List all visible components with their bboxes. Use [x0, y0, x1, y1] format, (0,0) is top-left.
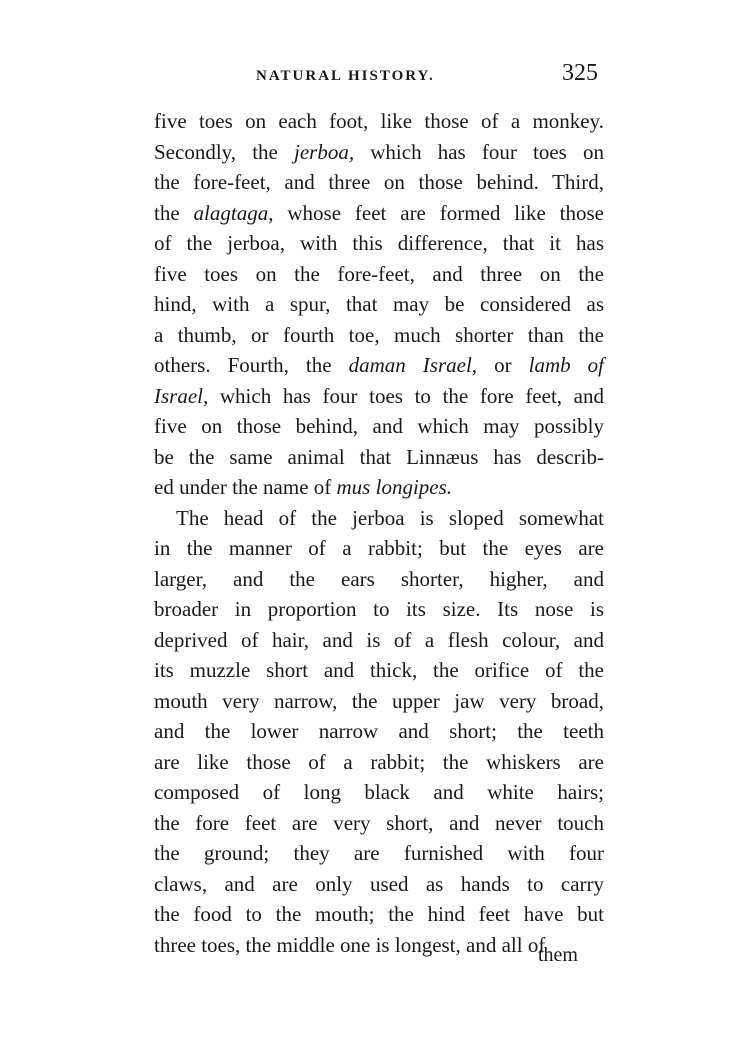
- text-line: [154, 533, 604, 564]
- text-line: [154, 411, 604, 442]
- text-run: ed under the name of: [154, 475, 337, 499]
- text-line: [154, 777, 604, 808]
- text-run: larger, and the ears shorter, higher, and: [154, 566, 604, 591]
- italic-text: Israel,: [154, 383, 209, 408]
- text-run: of the jerboa, with this difference, that it has: [154, 231, 604, 255]
- catchword: them: [538, 944, 578, 966]
- text-run: whose feet are formed like those: [273, 200, 604, 225]
- text-run: and the lower narrow and short; the teeth: [154, 719, 604, 743]
- text-line: [154, 686, 604, 717]
- text-run: claws, and are only used as hands to carry: [154, 871, 604, 896]
- text-line: [154, 259, 604, 290]
- text-line: [154, 350, 604, 381]
- text-line: [154, 381, 604, 412]
- italic-text: jerboa,: [294, 139, 355, 164]
- text-run: composed of long black and white hairs;: [154, 780, 604, 804]
- text-run: five toes on each foot, like those of a monkey.: [154, 109, 604, 133]
- text-line: [154, 289, 604, 320]
- text-line: [154, 198, 604, 229]
- text-run: in the manner of a rabbit; but the eyes are: [154, 536, 604, 560]
- text-line: [154, 625, 604, 656]
- text-run: its muzzle short and thick, the orifice of the: [154, 658, 604, 682]
- text-line: [154, 137, 604, 168]
- text-run: a thumb, or fourth toe, much shorter than the: [154, 322, 604, 347]
- text-run: the: [154, 200, 194, 225]
- text-line: [154, 869, 604, 900]
- text-line: [154, 930, 604, 961]
- text-run: mouth very narrow, the upper jaw very broad,: [154, 688, 604, 713]
- text-line: [154, 106, 604, 137]
- text-run: are like those of a rabbit; the whiskers are: [154, 749, 604, 774]
- paragraph: [154, 106, 604, 503]
- text-line: [154, 716, 604, 747]
- text-line: [154, 808, 604, 839]
- text-run: or: [477, 353, 529, 377]
- text-run: five on those behind, and which may possibly: [154, 414, 604, 438]
- text-run: three toes, the middle one is longest, and all of: [154, 932, 546, 957]
- paragraph: [154, 503, 604, 961]
- text-line: [154, 838, 604, 869]
- running-title: NATURAL HISTORY.: [256, 68, 435, 84]
- text-line: [154, 503, 604, 534]
- body-text: [154, 106, 604, 960]
- text-line: [154, 442, 604, 473]
- page-header: [0, 60, 750, 94]
- italic-text: mus longipes.: [336, 475, 453, 499]
- text-line: [154, 564, 604, 595]
- text-run: which has four toes on: [354, 139, 604, 164]
- text-run: be the same animal that Linnæus has describ-: [154, 444, 604, 469]
- text-run: the fore-feet, and three on those behind. Third,: [154, 170, 604, 194]
- text-line: [154, 594, 604, 625]
- text-line: [154, 655, 604, 686]
- text-line: [154, 167, 604, 198]
- text-run: which has four toes to the fore feet, and: [208, 383, 604, 408]
- text-run: the food to the mouth; the hind feet have but: [154, 902, 604, 926]
- text-run: deprived of hair, and is of a flesh colour, and: [154, 627, 604, 652]
- text-run: hind, with a spur, that may be considered as: [154, 292, 604, 316]
- text-line: [154, 320, 604, 351]
- italic-text: daman Israel,: [348, 353, 478, 377]
- text-line: [154, 472, 604, 503]
- italic-text: lamb of: [528, 353, 604, 377]
- text-line: [154, 228, 604, 259]
- text-run: broader in proportion to its size. Its nose is: [154, 597, 604, 621]
- text-run: others. Fourth, the: [154, 353, 349, 377]
- text-line: [154, 899, 604, 930]
- text-run: the ground; they are furnished with four: [154, 841, 604, 865]
- text-line: [154, 747, 604, 778]
- text-run: The head of the jerboa is sloped somewhat: [176, 505, 604, 530]
- italic-text: alagtaga,: [193, 200, 274, 225]
- text-run: the fore feet are very short, and never touch: [154, 810, 604, 835]
- text-run: Secondly, the: [154, 139, 295, 164]
- page-number: 325: [562, 60, 598, 86]
- text-run: five toes on the fore-feet, and three on the: [154, 261, 604, 286]
